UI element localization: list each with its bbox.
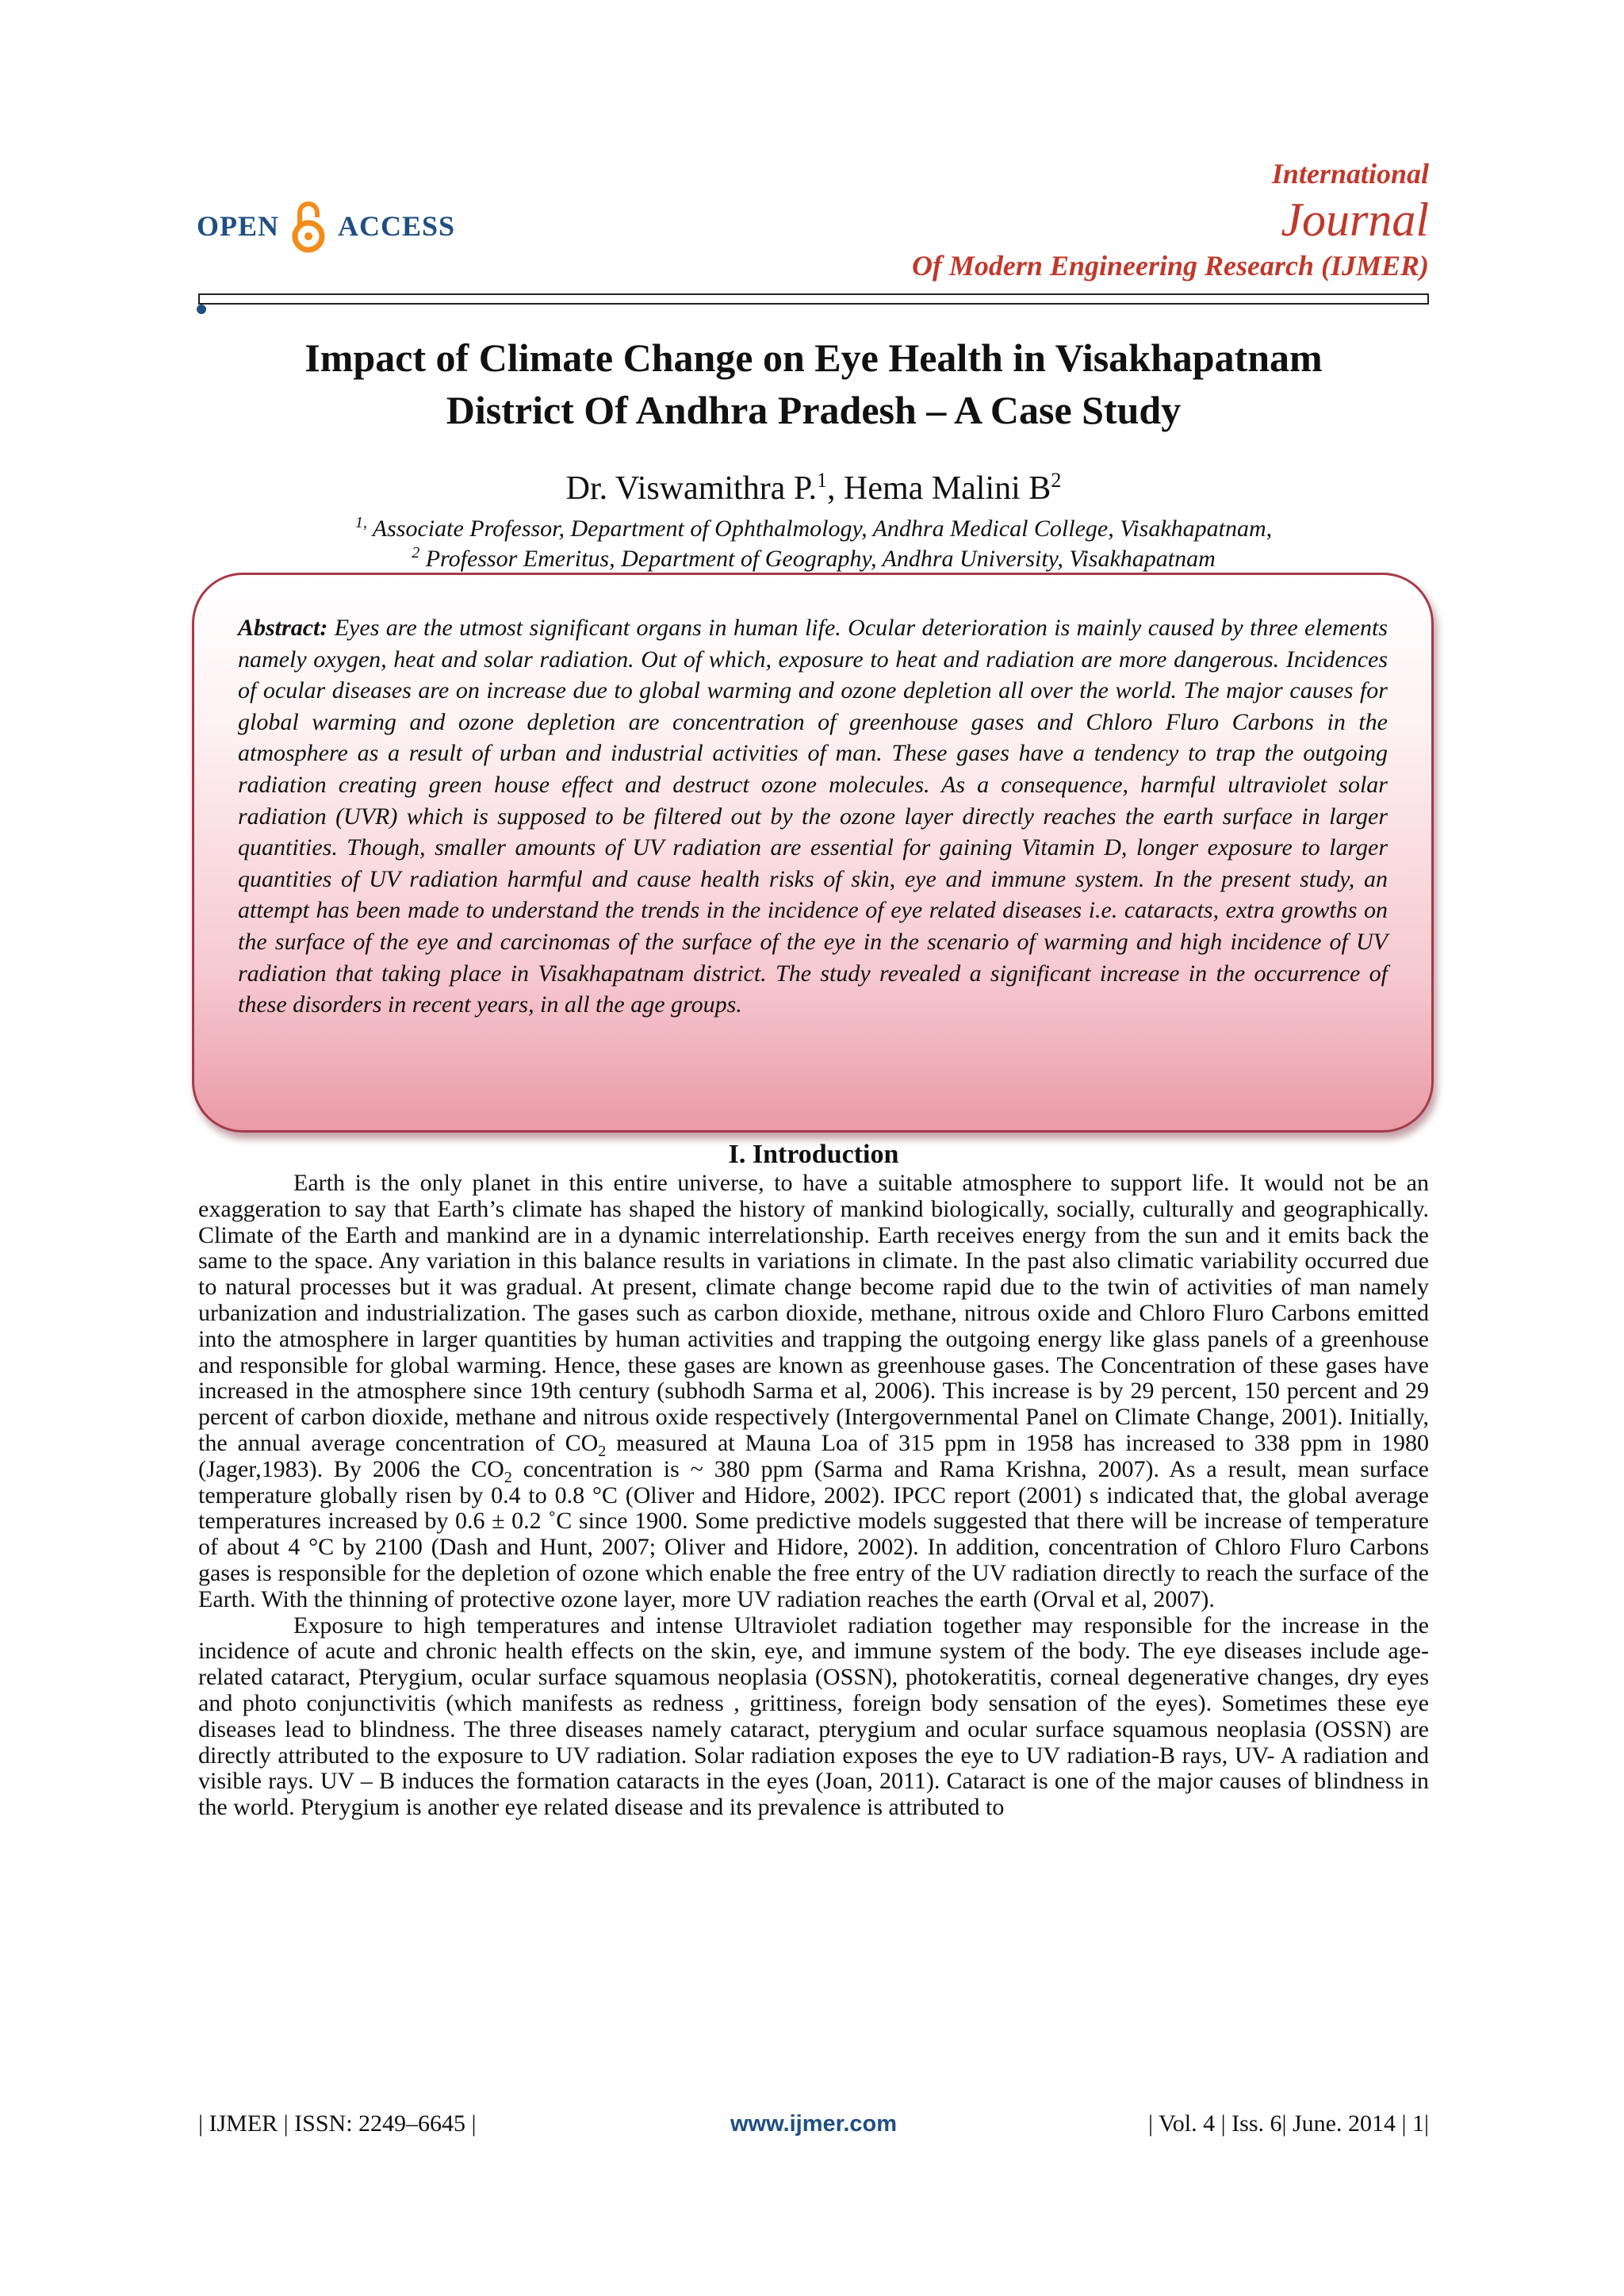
paragraph-1-part-b: measured at Mauna Loa of 315 ppm in 1958 has increased to 338 ppm in 1980 (Jager,1983). By 2006 the CO — [198, 1429, 1429, 1482]
paragraph-1 — [198, 1171, 1429, 1613]
author-2-sup: 2 — [1051, 469, 1062, 492]
paragraph-1-part-a: Earth is the only planet in this entire universe, to have a suitable atmosphere to support life. It would not be an exaggeration to say that Earth’s climate has shaped the history of mankind biologically, socially, culturally and geographically. Climate of the Earth and mankind are in a dynamic interrelationship. Earth receives energy from the sun and it emits back the same to the space. Any variation in this balance results in variations in climate. In the past also climatic variability occurred due to natural processes but it was gradual. At present, climate change become rapid due to the twin of activities of man namely urbanization and industrialization. The gases such as carbon dioxide, methane, nitrous oxide and Chloro Fluro Carbons emitted into the atmosphere in larger quantities by human activities and trapping the outgoing energy like glass panels of a greenhouse and responsible for global warming. Hence, these gases are known as greenhouse gases. The Concentration of these gases have increased in the atmosphere since 19th century (subhodh Sarma et al, 2006). This increase is by 29 percent, 150 percent and 29 percent of carbon dioxide, methane and nitrous oxide respectively (Intergovernmental Panel on Climate Change, 2001). Initially, the annual average concentration of CO — [198, 1170, 1429, 1456]
paper-title-line2: District Of Andhra Pradesh – A Case Study — [446, 388, 1182, 432]
author-separator: , — [827, 470, 845, 507]
open-access-logo — [197, 198, 455, 254]
abstract-text — [238, 612, 1388, 1021]
affiliation-2-sup: 2 — [412, 544, 420, 562]
paper-title-line1: Impact of Climate Change on Eye Health in Visakhapatnam — [304, 335, 1323, 380]
author-1-sup: 1 — [817, 469, 828, 492]
journal-brand — [912, 155, 1429, 284]
paragraph-1-part-c: concentration is ~ 380 ppm (Sarma and Rama Krishna, 2007). As a result, mean surface temperature globally risen by 0.4 to 0.8 °C (Oliver and Hidore, 2002). IPCC report (2001) s indicated that, the global average temperatures increased by 0.6 ± 0.2 ˚C since 1900. Some predictive models suggested that there will be increase of temperature of about 4 °C by 2100 (Dash and Hunt, 2007; Oliver and Hidore, 2002). In addition, concentration of Chloro Fluro Carbons gases is responsible for the depletion of ozone which enable the free entry of the UV radiation directly to reach the surface of the Earth. With the thinning of protective ozone layer, more UV radiation reaches the earth (Orval et al, 2007). — [198, 1455, 1429, 1612]
journal-brand-line1: International — [1271, 158, 1429, 190]
abstract-body: Eyes are the utmost significant organs in human life. Ocular deterioration is mainly caused by three elements namely oxygen, heat and solar radiation. Out of which, exposure to heat and radiation are more dangerous. Incidences of ocular diseases are on increase due to global warming and ozone depletion all over the world. The major causes for global warming and ozone depletion are concentration of greenhouse gases and Chloro Fluro Carbons in the atmosphere as a result of urban and industrial activities of man. These gases have a tendency to trap the outgoing radiation creating green house effect and destruct ozone molecules. As a consequence, harmful ultraviolet solar radiation (UVR) which is supposed to be filtered out by the ozone layer directly reaches the earth surface in larger quantities. Though, smaller amounts of UV radiation are essential for gaining Vitamin D, longer exposure to larger quantities of UV radiation harmful and cause health risks of skin, eye and immune system. In the present study, an attempt has been made to understand the trends in the incidence of eye related diseases i.e. cataracts, extra growths on the surface of the eye and carcinomas of the surface of the eye in the scenario of warming and high incidence of UV radiation that taking place in Visakhapatnam district. The study revealed a significant increase in the occurrence of these disorders in recent years, in all the age groups. — [238, 615, 1388, 1018]
journal-brand-line3: Of Modern Engineering Research (IJMER) — [911, 250, 1429, 282]
header-rule — [198, 293, 1429, 305]
author-1: Dr. Viswamithra P. — [565, 470, 818, 507]
footer-website-link[interactable]: www.ijmer.com — [730, 2111, 898, 2137]
author-line — [198, 458, 1429, 511]
body-text — [198, 1171, 1429, 1821]
affiliation-2-text: Professor Emeritus, Department of Geography, Andhra University, Visakhapatnam — [419, 546, 1216, 572]
page-footer — [198, 2108, 1429, 2140]
section-heading-introduction: I. Introduction — [728, 1140, 899, 1169]
header-rule-dot — [197, 305, 206, 314]
subscript-2: 2 — [504, 1468, 512, 1486]
author-2: Hema Malini B — [844, 470, 1051, 507]
open-lock-icon — [290, 198, 327, 254]
affiliation-1-text: Associate Professor, Department of Ophthalmology, Andhra Medical College, Visakhapatnam, — [366, 516, 1273, 542]
open-access-label-open: OPEN — [197, 210, 280, 242]
footer-issn: | IJMER | ISSN: 2249–6645 | — [198, 2110, 477, 2137]
affiliation-2 — [198, 538, 1429, 574]
abstract-label: Abstract: — [238, 615, 328, 641]
affiliation-1-sup: 1, — [354, 514, 367, 531]
journal-brand-line2: Journal — [1281, 194, 1429, 246]
footer-volume-info: | Vol. 4 | Iss. 6| June. 2014 | 1| — [1148, 2110, 1429, 2137]
paper-title — [198, 332, 1429, 436]
paragraph-2: Exposure to high temperatures and intense Ultraviolet radiation together may responsible for the increase in the incidence of acute and chronic health effects on the skin, eye, and immune system of the body. The eye diseases include age-related cataract, Pterygium, ocular surface squamous neoplasia (OSSN), photokeratitis, corneal degenerative changes, dry eyes and photo conjunctivitis (which manifests as redness , grittiness, foreign body sensation of the eyes). Sometimes these eye diseases lead to blindness. The three diseases namely cataract, pterygium and ocular surface squamous neoplasia (OSSN) are directly attributed to the exposure to UV radiation. Solar radiation exposes the eye to UV radiation-B rays, UV- A radiation and visible rays. UV – B induces the formation cataracts in the eyes (Joan, 2011). Cataract is one of the major causes of blindness in the world. Pterygium is another eye related disease and its prevalence is attributed to — [198, 1612, 1429, 1821]
open-access-label-access: ACCESS — [338, 210, 456, 242]
subscript-2: 2 — [598, 1442, 607, 1460]
